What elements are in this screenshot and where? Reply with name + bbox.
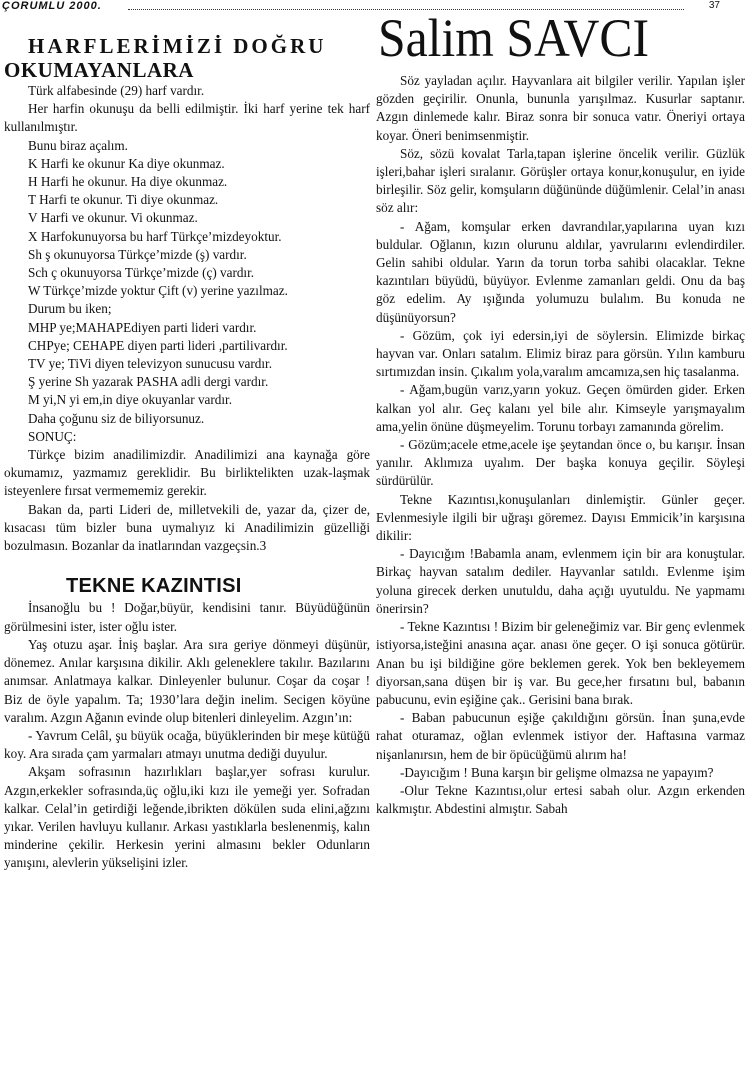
paragraph: - Dayıcığım !Babamla anam, evlenmem için bir ara konuştular. Birkaç hayvan satalım dediler. Hayvanlar satıldı. Evlenme işim yoluna girecek derken unutuldu, daha açığı uyutuldu. Ne yapmamı önerirsin? bbox=[376, 546, 745, 616]
paragraph: Ş yerine Sh yazarak PASHA adli dergi vardır. bbox=[28, 374, 269, 390]
paragraph: Yaş otuzu aşar. İniş başlar. Ara sıra geriye dönmeyi düşünür, dönemez. Anılar karşısına dikilir. Aklı geleneklere takılır. Bazılarını anımsar. Anlatmaya kalkar. Dinleyenler bulunur. Coşar da coşar ! Biz de öyle yapalım. Ta; 1930’lara değin inelim. Secigen köyüne varalım. Azgın Ağanın evinde olup bitenleri dinleyelim. Azgın’ın: bbox=[4, 636, 370, 725]
paragraph: - Tekne Kazıntısı ! Bizim bir geleneğimiz var. Bir genç evlenmek istiyorsa,isteğini anasına açar. anası öne geçer. O işi sonuca götürür. Anan bu işi bildiğine göre beklemen gerek. Yok ben bekleyemem diyorsan,sana düşen bir iş var. Bu gece,her fırsatını bul, babanın pabucunu, evin eşiğine çak.. Gerisini bana bırak. bbox=[376, 619, 745, 707]
paragraph: - Gözüm;acele etme,acele işe şeytandan önce o, bu karışır. İnsan yanılır. Aklımıza uyalım. Der başka konuya geçilir. Söyleşi sürdürülür. bbox=[376, 437, 745, 489]
paragraph: Durum bu iken; bbox=[28, 301, 112, 317]
paragraph: W Türkçe’mizde yoktur Çift (v) yerine yazılmaz. bbox=[28, 283, 288, 299]
paragraph: SONUÇ: bbox=[28, 428, 77, 444]
paragraph: Tekne Kazıntısı,konuşulanları dinlemiştir. Günler geçer. Evlenmesiyle ilgili bir uğraşı göremez. Dayısı Emmicik’in karşısına dikilir: bbox=[376, 491, 745, 544]
paragraph: Türk alfabesinde (29) harf vardır. bbox=[28, 83, 205, 98]
paragraph: - Yavrum Celâl, şu büyük ocağa, büyüklerinden bir meşe kütüğü koy. Ara sırada çam yarmaları atmayı unutma dediği duyulur. bbox=[4, 727, 370, 762]
paragraph: İnsanoğlu bu ! Doğar,büyür, kendisini tanır. Büyüdüğünün görülmesini ister, ister oğlu ister. bbox=[4, 600, 370, 634]
paragraph: CHPye; CEHAPE diyen parti lideri ,partilivardır. bbox=[28, 337, 288, 353]
paragraph: Bunu biraz açalım. bbox=[28, 137, 128, 153]
paragraph: -Dayıcığım ! Buna karşın bir gelişme olmazsa ne yapayım? bbox=[400, 764, 714, 780]
author-name: Salim SAVCI bbox=[378, 8, 650, 68]
paragraph: Söz yayladan açılır. Hayvanlara ait bilgiler verilir. Yapılan işler gözden geçirilir. Onunla, bununla yarışılmaz. Kusurlar saptanır. Azgın dinlemede kalır. Biraz sonra bir sonuca vatır. Öneriyi ortaya koyar. Öneri benimsenmiştir. bbox=[376, 73, 745, 143]
paragraph: TV ye; TiVi diyen televizyon sunucusu vardır. bbox=[28, 356, 273, 372]
page-number: 37 bbox=[708, 0, 720, 11]
paragraph: Türkçe bizim anadilimizdir. Anadilimizi ana kaynağa göre okumamız, yazmamız gereklidir. Bu birliktelikten uzak-laşmak isteyenlere fırsat vermememiz gerekir. bbox=[4, 447, 370, 499]
paragraph: Her harfin okunuşu da belli edilmiştir. İki harf yerine tek harf kullanılmıştır. bbox=[4, 101, 370, 135]
paragraph: Söz, sözü kovalat Tarla,tapan işlerine öncelik verilir. Güzlük işleri,bahar işleri sıralanır. Görüşler ortaya konur,konuşulur, en iyide birleşilir. Söz gelir, komşuların düğününde düğümlenir. Celal’in anası söz alır: bbox=[376, 145, 745, 216]
article1-title-line2: OKUMAYANLARA bbox=[4, 58, 194, 82]
paragraph: Sch ç okunuyorsa Türkçe’mizde (ç) vardır. bbox=[28, 265, 255, 281]
paragraph: MHP ye;MAHAPEdiyen parti lideri vardır. bbox=[28, 319, 257, 335]
paragraph: -Olur Tekne Kazıntısı,olur ertesi sabah olur. Azgın erkenden kalkmıştır. Abdestini almıştır. Sabah bbox=[376, 782, 745, 817]
paragraph: - Gözüm, çok iyi edersin,iyi de söylersin. Elimizde birkaç hayvan var. Onları satalım. Elimiz biraz para görsün. Yılın kamburu sırtımızdan insin. Çıkalım yola,varalım amcamıza,sen hiç tasalanma. bbox=[376, 327, 745, 380]
paragraph: Daha çoğunu siz de biliyorsunuz. bbox=[28, 410, 205, 426]
paragraph: H Harfi he okunur. Ha diye okunmaz. bbox=[28, 174, 228, 190]
article2-title: TEKNE KAZINTISI bbox=[66, 575, 242, 598]
paragraph: - Baban pabucunun eşiğe çakıldığını görsün. İnan şuna,evde rahat oturamaz, oğlan evlenmek istiyor der. Haftasına varmaz nişanlanırsın, hem de bir öpücüğümü alırım ha! bbox=[376, 710, 745, 762]
paragraph: V Harfi ve okunur. Vi okunmaz. bbox=[28, 210, 198, 226]
paragraph: Bakan da, parti Lideri de, milletvekili de, yazar da, çizer de, kısacası tüm bizler buna uymalıyız ki Anadilimizin güzelliği bozulmasın. Bozanlar da inatlarından vazgeçsin.3 bbox=[4, 501, 370, 554]
paragraph: M yi,N yi em,in diye okuyanlar vardır. bbox=[28, 392, 232, 408]
masthead: ÇORUMLU 2000. bbox=[2, 0, 102, 12]
paragraph: - Ağam, komşular erken davrandılar,yapılarına uyan kızı buldular. Oğlanın, kızın olurunu aldılar, yavrularını evlendirdiler. Gelin sahibi oldular. Yarın da torun torba sahibi olacaklar. Tekne kazıntıları büyüdü, büyüyor. Evlenme zamanları geldi. Onu da baş göz edelim. Ay ışığında yolumuzu bulalım. Bu konuda ne düşünüyorsun? bbox=[376, 218, 745, 325]
left-column bbox=[4, 34, 370, 873]
paragraph: Sh ş okunuyorsa Türkçe’mizde (ş) vardır. bbox=[28, 246, 247, 262]
paragraph: K Harfi ke okunur Ka diye okunmaz. bbox=[28, 155, 225, 171]
paragraph: Akşam sofrasının hazırlıkları başlar,yer sofrası kurulur. Azgın,erkekler sofrasında,üç oğlu,iki kızı ile yemeği yer. Sofradan kalkar. Celal’in getirdiği leğende,ibrikten dökülen suda elini,ağzını yıkar. Verilen havluyu kullanır. Arkası yastıklarla beslenenmiş, kalın minderine çekilir. Herkesin yerini almasını bekler Odunların yanışını, alevlerin yükselişini izler. bbox=[4, 764, 370, 871]
paragraph: - Ağam,bugün varız,yarın yokuz. Geçen ömürden gider. Erken kalkan yol alır. Geç kalanı yel bile alır. Kimseyle yarışmayalım ama,yelin önüne düşmeyelim. Torunu torbayı zamanında görelim. bbox=[376, 382, 745, 434]
paragraph: X Harfokunuyorsa bu harf Türkçe’mizdeyoktur. bbox=[28, 228, 282, 244]
right-column bbox=[376, 72, 745, 818]
paragraph: T Harfi te okunur. Ti diye okunmaz. bbox=[28, 192, 219, 208]
article1-title-line1: HARFLERİMİZİ DOĞRU bbox=[28, 34, 327, 58]
